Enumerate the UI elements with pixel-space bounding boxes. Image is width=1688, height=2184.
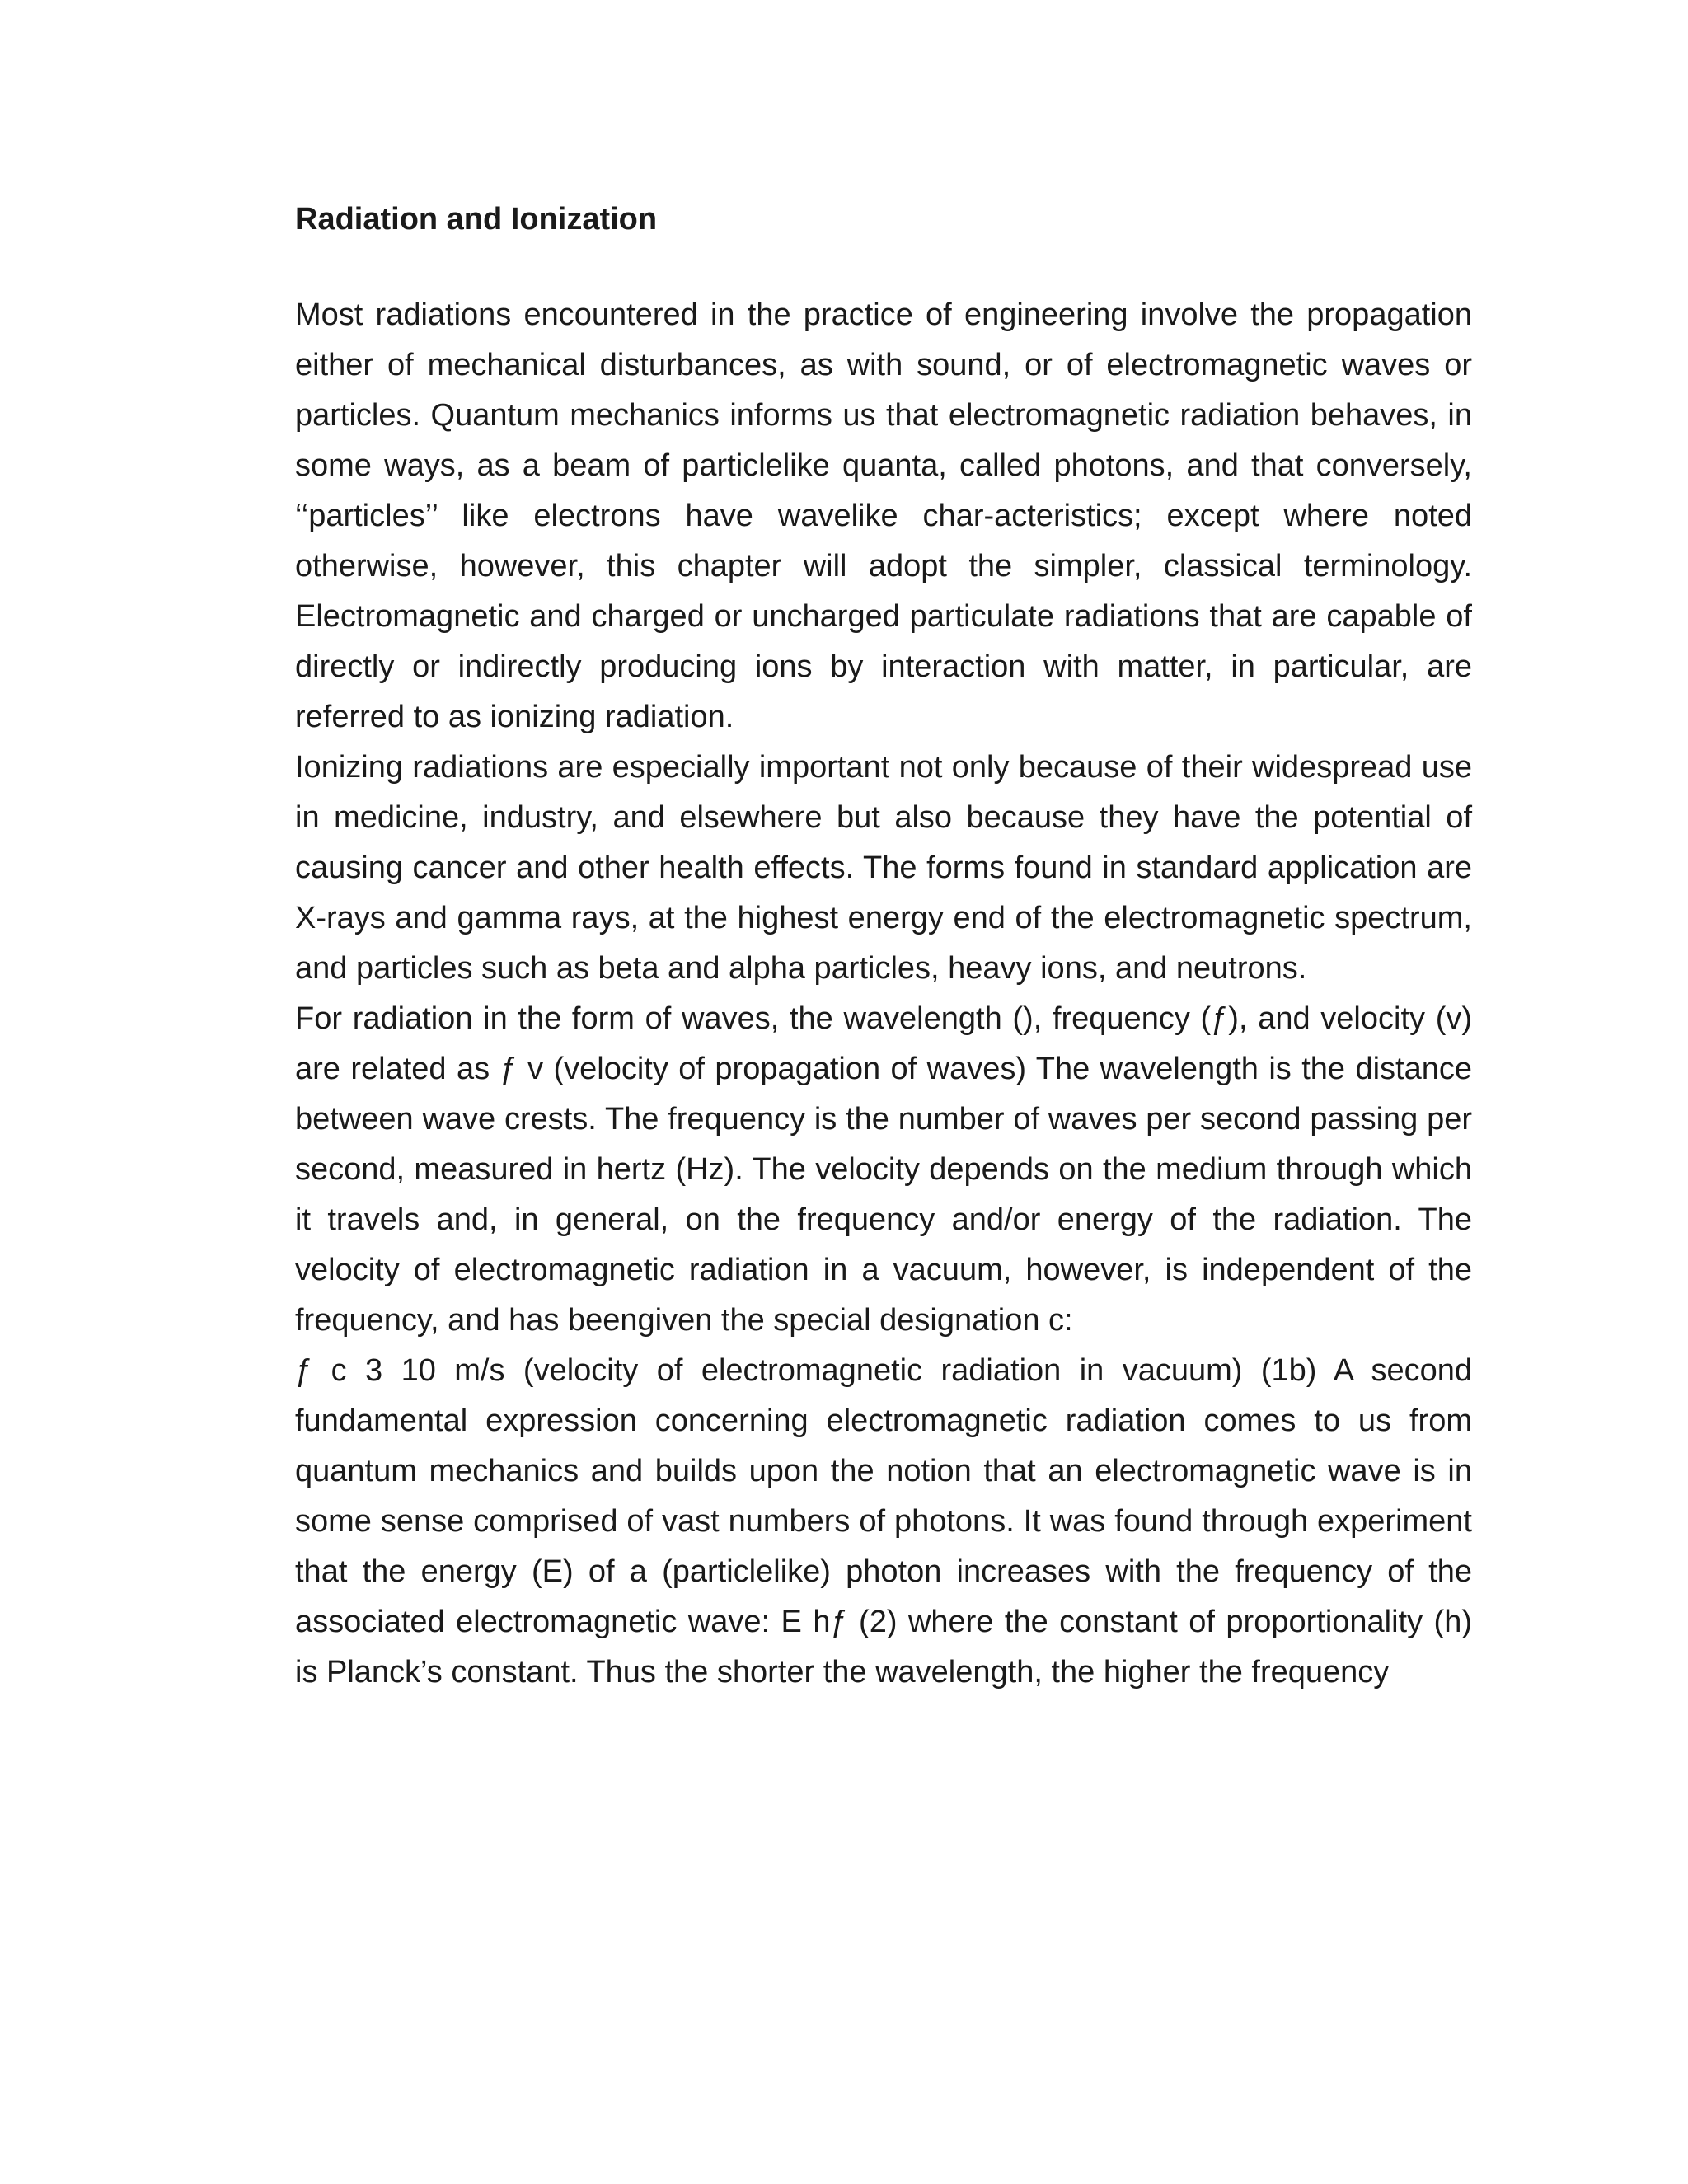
paragraph-ionizing: Ionizing radiations are especially important not only because of their widespread use in medicine, industry, and elsewhere but also because they have the potential of causing cancer and other health effects. The forms found in standard application are X-rays and gamma rays, at the highest energy end of the electromagnetic spectrum, and particles such as beta and alpha particles, heavy ions, and neutrons. — [295, 750, 1472, 986]
paragraph-waves: For radiation in the form of waves, the wavelength (), frequency (ƒ), and velocity (v) are related as ƒ v (velocity of propagation of waves) The wavelength is the distance between wave crests. The frequency is the number of waves per second passing per second, measured in hertz (Hz). The velocity depends on the medium through which it travels and, in general, on the frequency and/or energy of the radiation. The velocity of electromagnetic radiation in a vacuum, however, is independent of the frequency, and has beengiven the special designation c: — [295, 1001, 1472, 1338]
paragraph-quantum: ƒ c 3 10 m/s (velocity of electromagnetic radiation in vacuum) (1b) A second fundamental expression concerning electromagnetic radiation comes to us from quantum mechanics and builds upon the notion that an electromagnetic wave is in some sense comprised of vast numbers of photons. It was found through experiment that the energy (E) of a (particlelike) photon increases with the frequency of the associated electromagnetic wave: E hƒ (2) where the constant of proportionality (h) is Planck’s constant. Thus the shorter the wavelength, the higher the frequency — [295, 1353, 1472, 1690]
page-title: Radiation and Ionization — [295, 202, 658, 237]
paragraph-intro: Most radiations encountered in the practice of engineering involve the propagation either of mechanical disturbances, as with sound, or of electromagnetic waves or particles. Quantum mechanics informs us that electromagnetic radiation behaves, in some ways, as a beam of particlelike quanta, called photons, and that conversely, ‘‘particles’’ like electrons have wavelike char-acteristics; except where noted otherwise, however, this chapter will adopt the simpler, classical terminology. Electromagnetic and charged or uncharged particulate radiations that are capable of directly or indirectly producing ions by interaction with matter, in particular, are referred to as ionizing radiation. — [295, 298, 1472, 734]
document-page — [295, 194, 1472, 1698]
